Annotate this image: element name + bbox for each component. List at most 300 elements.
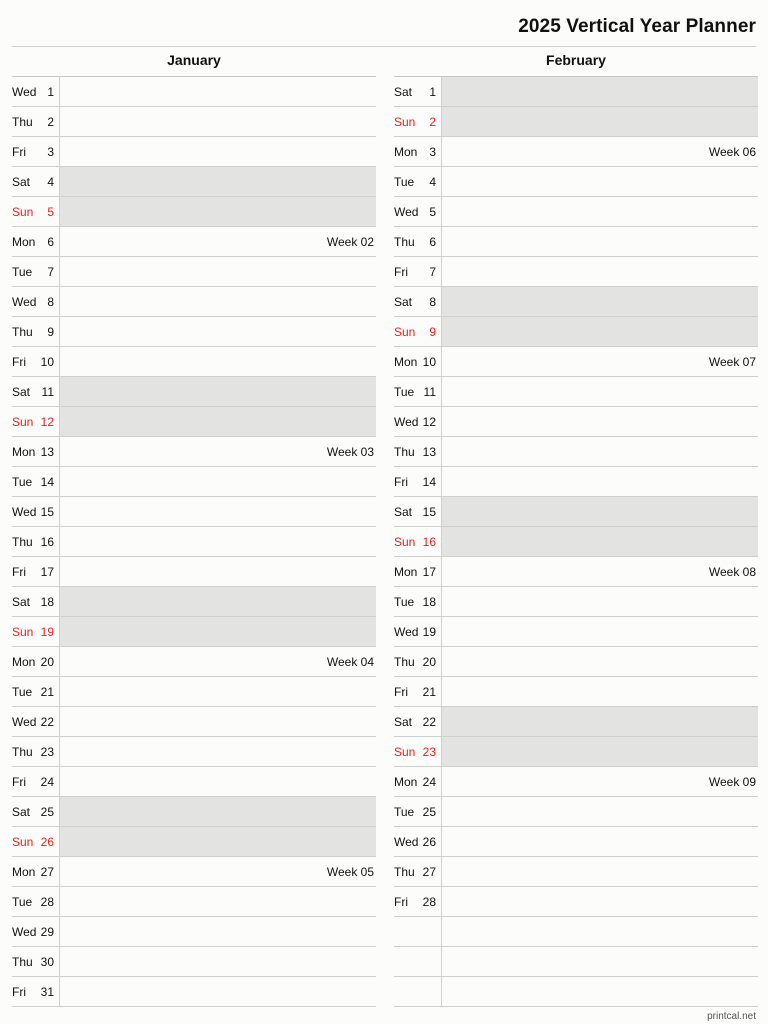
day-of-week: Sun (12, 414, 34, 429)
day-number: 16 (422, 534, 436, 549)
week-number-label: Week 02 (326, 234, 374, 249)
week-number-label: Week 08 (708, 564, 756, 579)
day-note-cell[interactable] (442, 947, 758, 976)
day-note-cell[interactable] (60, 197, 376, 226)
day-row (394, 407, 758, 437)
day-row (12, 887, 376, 917)
day-of-week: Fri (12, 774, 26, 789)
day-row (12, 857, 376, 887)
day-of-week: Mon (394, 354, 418, 369)
day-number: 28 (40, 894, 54, 909)
day-note-cell[interactable] (442, 317, 758, 346)
day-label (12, 797, 60, 826)
day-of-week: Mon (12, 444, 36, 459)
day-note-cell[interactable] (442, 977, 758, 1006)
day-of-week: Fri (394, 894, 408, 909)
day-label (12, 497, 60, 526)
day-label (394, 587, 442, 616)
day-label (394, 677, 442, 706)
day-row (394, 737, 758, 767)
day-of-week: Wed (394, 834, 419, 849)
day-row (12, 557, 376, 587)
day-of-week: Fri (12, 984, 26, 999)
day-of-week: Sun (12, 624, 34, 639)
day-number: 25 (422, 804, 436, 819)
day-number: 7 (47, 264, 54, 279)
day-label (394, 77, 442, 106)
day-note-cell[interactable] (60, 857, 376, 886)
day-number: 28 (422, 894, 436, 909)
day-note-cell[interactable] (60, 407, 376, 436)
day-number: 17 (422, 564, 436, 579)
day-note-cell[interactable] (60, 887, 376, 916)
day-note-cell[interactable] (60, 317, 376, 346)
day-of-week: Mon (394, 564, 418, 579)
day-note-cell[interactable] (60, 347, 376, 376)
day-label (394, 947, 442, 976)
day-of-week: Mon (12, 234, 36, 249)
day-label (394, 257, 442, 286)
day-row (12, 137, 376, 167)
day-note-cell[interactable] (442, 377, 758, 406)
day-number: 12 (422, 414, 436, 429)
day-of-week: Sat (394, 84, 413, 99)
day-of-week: Tue (394, 804, 415, 819)
day-label (394, 287, 442, 316)
day-note-cell[interactable] (60, 377, 376, 406)
day-of-week: Wed (394, 204, 419, 219)
day-row (394, 167, 758, 197)
day-of-week: Wed (12, 294, 37, 309)
day-label (12, 467, 60, 496)
day-label (12, 737, 60, 766)
day-of-week: Thu (12, 954, 33, 969)
day-note-cell[interactable] (442, 437, 758, 466)
day-row (12, 587, 376, 617)
day-of-week: Sat (12, 804, 31, 819)
day-row (394, 557, 758, 587)
day-note-cell[interactable] (442, 647, 758, 676)
day-label (12, 887, 60, 916)
day-note-cell[interactable] (442, 227, 758, 256)
day-of-week: Tue (394, 594, 415, 609)
day-note-cell[interactable] (442, 887, 758, 916)
day-label (394, 167, 442, 196)
day-number: 26 (40, 834, 54, 849)
week-number-label: Week 03 (326, 444, 374, 459)
day-of-week: Sun (394, 534, 416, 549)
day-label (394, 107, 442, 136)
day-row (394, 527, 758, 557)
day-number: 20 (422, 654, 436, 669)
week-number-label: Week 09 (708, 774, 756, 789)
day-label (12, 107, 60, 136)
day-row (12, 947, 376, 977)
day-of-week: Wed (12, 924, 37, 939)
day-note-cell[interactable] (442, 107, 758, 136)
week-number-label: Week 04 (326, 654, 374, 669)
day-note-cell[interactable] (442, 257, 758, 286)
day-label (394, 917, 442, 946)
day-note-cell[interactable] (442, 467, 758, 496)
day-of-week: Wed (394, 624, 419, 639)
day-number: 17 (40, 564, 54, 579)
day-number: 2 (429, 114, 436, 129)
day-label (12, 317, 60, 346)
footer-credit: printcal.net (707, 1011, 756, 1022)
day-number: 24 (422, 774, 436, 789)
day-label (12, 227, 60, 256)
day-of-week: Wed (12, 84, 37, 99)
day-row (12, 827, 376, 857)
week-number-label: Week 05 (326, 864, 374, 879)
day-row (12, 677, 376, 707)
day-of-week: Thu (12, 324, 33, 339)
day-number: 29 (40, 924, 54, 939)
day-number: 6 (429, 234, 436, 249)
day-row (12, 77, 376, 107)
day-of-week: Sun (394, 324, 416, 339)
day-label (394, 347, 442, 376)
day-of-week: Thu (394, 444, 415, 459)
week-number-label: Week 06 (708, 144, 756, 159)
day-note-cell[interactable] (442, 407, 758, 436)
day-row (12, 347, 376, 377)
day-row (12, 377, 376, 407)
day-number: 7 (429, 264, 436, 279)
day-note-cell[interactable] (442, 617, 758, 646)
day-label (12, 707, 60, 736)
day-label (12, 377, 60, 406)
day-number: 18 (422, 594, 436, 609)
day-row (12, 317, 376, 347)
day-note-cell[interactable] (60, 917, 376, 946)
day-label (12, 77, 60, 106)
empty-row (394, 947, 758, 977)
day-number: 1 (47, 84, 54, 99)
day-row (394, 617, 758, 647)
day-note-cell[interactable] (60, 257, 376, 286)
day-note-cell[interactable] (60, 647, 376, 676)
day-rows (394, 77, 758, 1007)
day-of-week: Mon (394, 774, 418, 789)
day-rows (12, 77, 376, 1007)
empty-row (394, 917, 758, 947)
day-row (394, 887, 758, 917)
empty-row (394, 977, 758, 1007)
day-label (12, 557, 60, 586)
day-note-cell[interactable] (442, 287, 758, 316)
day-label (12, 977, 60, 1006)
day-note-cell[interactable] (442, 797, 758, 826)
day-label (394, 527, 442, 556)
day-row (12, 287, 376, 317)
month-name: February (394, 47, 758, 77)
day-label (394, 767, 442, 796)
day-label (394, 857, 442, 886)
day-of-week: Sun (394, 744, 416, 759)
day-label (12, 197, 60, 226)
day-note-cell[interactable] (442, 677, 758, 706)
day-number: 5 (429, 204, 436, 219)
day-number: 31 (40, 984, 54, 999)
day-of-week: Thu (394, 654, 415, 669)
day-of-week: Fri (394, 264, 408, 279)
month-name: January (12, 47, 376, 77)
day-row (394, 347, 758, 377)
day-label (394, 377, 442, 406)
day-row (394, 107, 758, 137)
day-label (394, 797, 442, 826)
day-note-cell[interactable] (442, 197, 758, 226)
day-note-cell[interactable] (442, 527, 758, 556)
day-note-cell[interactable] (60, 467, 376, 496)
day-note-cell[interactable] (442, 587, 758, 616)
day-number: 11 (423, 384, 436, 399)
day-note-cell[interactable] (60, 287, 376, 316)
day-number: 8 (429, 294, 436, 309)
day-of-week: Sat (12, 174, 31, 189)
day-row (12, 617, 376, 647)
day-row (394, 497, 758, 527)
day-row (394, 287, 758, 317)
day-number: 18 (40, 594, 54, 609)
day-row (394, 647, 758, 677)
day-note-cell[interactable] (442, 557, 758, 586)
day-label (394, 737, 442, 766)
day-number: 1 (429, 84, 436, 99)
day-row (12, 407, 376, 437)
day-row (394, 377, 758, 407)
day-number: 4 (47, 174, 54, 189)
day-number: 4 (429, 174, 436, 189)
day-number: 26 (422, 834, 436, 849)
day-number: 22 (422, 714, 436, 729)
day-row (12, 467, 376, 497)
day-label (12, 437, 60, 466)
day-label (394, 407, 442, 436)
day-label (12, 287, 60, 316)
day-row (12, 497, 376, 527)
day-row (12, 737, 376, 767)
day-note-cell[interactable] (60, 827, 376, 856)
day-of-week: Tue (394, 384, 415, 399)
day-note-cell[interactable] (442, 767, 758, 796)
day-note-cell[interactable] (60, 677, 376, 706)
day-number: 10 (40, 354, 54, 369)
day-of-week: Fri (394, 684, 408, 699)
day-of-week: Fri (12, 354, 26, 369)
day-of-week: Sat (394, 714, 413, 729)
day-note-cell[interactable] (60, 557, 376, 586)
day-number: 14 (422, 474, 436, 489)
day-of-week: Fri (12, 144, 26, 159)
day-label (12, 827, 60, 856)
day-of-week: Wed (394, 414, 419, 429)
day-number: 25 (40, 804, 54, 819)
day-of-week: Thu (12, 534, 33, 549)
day-note-cell[interactable] (442, 707, 758, 736)
day-of-week: Wed (12, 714, 37, 729)
day-note-cell[interactable] (60, 497, 376, 526)
day-row (394, 197, 758, 227)
day-label (394, 617, 442, 646)
day-label (12, 347, 60, 376)
day-note-cell[interactable] (442, 827, 758, 856)
day-note-cell[interactable] (60, 587, 376, 616)
day-row (12, 437, 376, 467)
day-row (12, 167, 376, 197)
day-of-week: Sat (12, 384, 31, 399)
day-label (12, 527, 60, 556)
day-number: 19 (422, 624, 436, 639)
day-number: 27 (40, 864, 54, 879)
day-row (12, 257, 376, 287)
day-label (394, 197, 442, 226)
page-title: 2025 Vertical Year Planner (518, 16, 756, 37)
day-note-cell[interactable] (442, 917, 758, 946)
day-of-week: Wed (12, 504, 37, 519)
day-label (12, 587, 60, 616)
day-note-cell[interactable] (60, 617, 376, 646)
day-row (12, 767, 376, 797)
day-row (394, 797, 758, 827)
day-number: 30 (40, 954, 54, 969)
day-row (12, 917, 376, 947)
day-number: 16 (40, 534, 54, 549)
day-label (394, 827, 442, 856)
month-column-february (394, 47, 758, 1007)
day-row (12, 197, 376, 227)
day-of-week: Thu (12, 744, 33, 759)
day-note-cell[interactable] (60, 767, 376, 796)
day-label (394, 977, 442, 1006)
day-label (12, 857, 60, 886)
day-label (12, 137, 60, 166)
day-of-week: Thu (12, 114, 33, 129)
day-of-week: Sat (12, 594, 31, 609)
day-of-week: Tue (12, 894, 33, 909)
day-label (394, 887, 442, 916)
day-note-cell[interactable] (60, 107, 376, 136)
day-row (394, 587, 758, 617)
day-label (394, 317, 442, 346)
day-row (394, 317, 758, 347)
day-row (394, 707, 758, 737)
day-note-cell[interactable] (60, 437, 376, 466)
day-row (394, 827, 758, 857)
day-of-week: Mon (12, 654, 36, 669)
day-label (394, 467, 442, 496)
day-label (12, 947, 60, 976)
day-of-week: Sat (394, 504, 413, 519)
day-note-cell[interactable] (60, 77, 376, 106)
day-note-cell[interactable] (442, 347, 758, 376)
day-of-week: Sat (394, 294, 413, 309)
day-number: 27 (422, 864, 436, 879)
day-row (394, 227, 758, 257)
day-number: 8 (47, 294, 54, 309)
day-of-week: Tue (12, 474, 33, 489)
day-number: 5 (47, 204, 54, 219)
day-note-cell[interactable] (60, 737, 376, 766)
day-number: 6 (47, 234, 54, 249)
day-of-week: Sun (12, 204, 34, 219)
day-note-cell[interactable] (60, 167, 376, 196)
day-number: 9 (429, 324, 436, 339)
day-note-cell[interactable] (442, 497, 758, 526)
day-label (12, 917, 60, 946)
day-of-week: Mon (12, 864, 36, 879)
day-row (12, 797, 376, 827)
day-number: 13 (40, 444, 54, 459)
day-label (12, 617, 60, 646)
day-label (12, 767, 60, 796)
day-note-cell[interactable] (60, 227, 376, 256)
day-number: 20 (40, 654, 54, 669)
day-of-week: Sun (394, 114, 416, 129)
day-row (394, 437, 758, 467)
day-note-cell[interactable] (60, 707, 376, 736)
day-note-cell[interactable] (442, 77, 758, 106)
day-of-week: Fri (12, 564, 26, 579)
day-label (12, 167, 60, 196)
day-label (394, 227, 442, 256)
day-note-cell[interactable] (60, 977, 376, 1006)
day-label (12, 647, 60, 676)
day-note-cell[interactable] (60, 137, 376, 166)
day-row (12, 977, 376, 1007)
day-number: 21 (422, 684, 436, 699)
day-number: 22 (40, 714, 54, 729)
day-of-week: Fri (394, 474, 408, 489)
day-label (12, 677, 60, 706)
day-number: 23 (40, 744, 54, 759)
day-number: 13 (422, 444, 436, 459)
day-label (12, 257, 60, 286)
day-number: 12 (40, 414, 54, 429)
day-note-cell[interactable] (442, 167, 758, 196)
day-label (12, 407, 60, 436)
day-row (394, 677, 758, 707)
day-number: 3 (429, 144, 436, 159)
day-note-cell[interactable] (442, 737, 758, 766)
day-label (394, 707, 442, 736)
day-note-cell[interactable] (60, 527, 376, 556)
day-note-cell[interactable] (442, 857, 758, 886)
day-note-cell[interactable] (60, 797, 376, 826)
day-row (12, 527, 376, 557)
day-number: 19 (40, 624, 54, 639)
day-number: 9 (47, 324, 54, 339)
day-row (394, 137, 758, 167)
day-row (12, 647, 376, 677)
week-number-label: Week 07 (708, 354, 756, 369)
day-number: 24 (40, 774, 54, 789)
day-note-cell[interactable] (60, 947, 376, 976)
day-row (394, 467, 758, 497)
day-label (394, 647, 442, 676)
month-column-january (12, 47, 376, 1007)
day-row (12, 707, 376, 737)
day-row (394, 257, 758, 287)
day-label (394, 437, 442, 466)
day-number: 15 (422, 504, 436, 519)
day-row (394, 767, 758, 797)
day-note-cell[interactable] (442, 137, 758, 166)
day-row (12, 227, 376, 257)
day-label (394, 497, 442, 526)
